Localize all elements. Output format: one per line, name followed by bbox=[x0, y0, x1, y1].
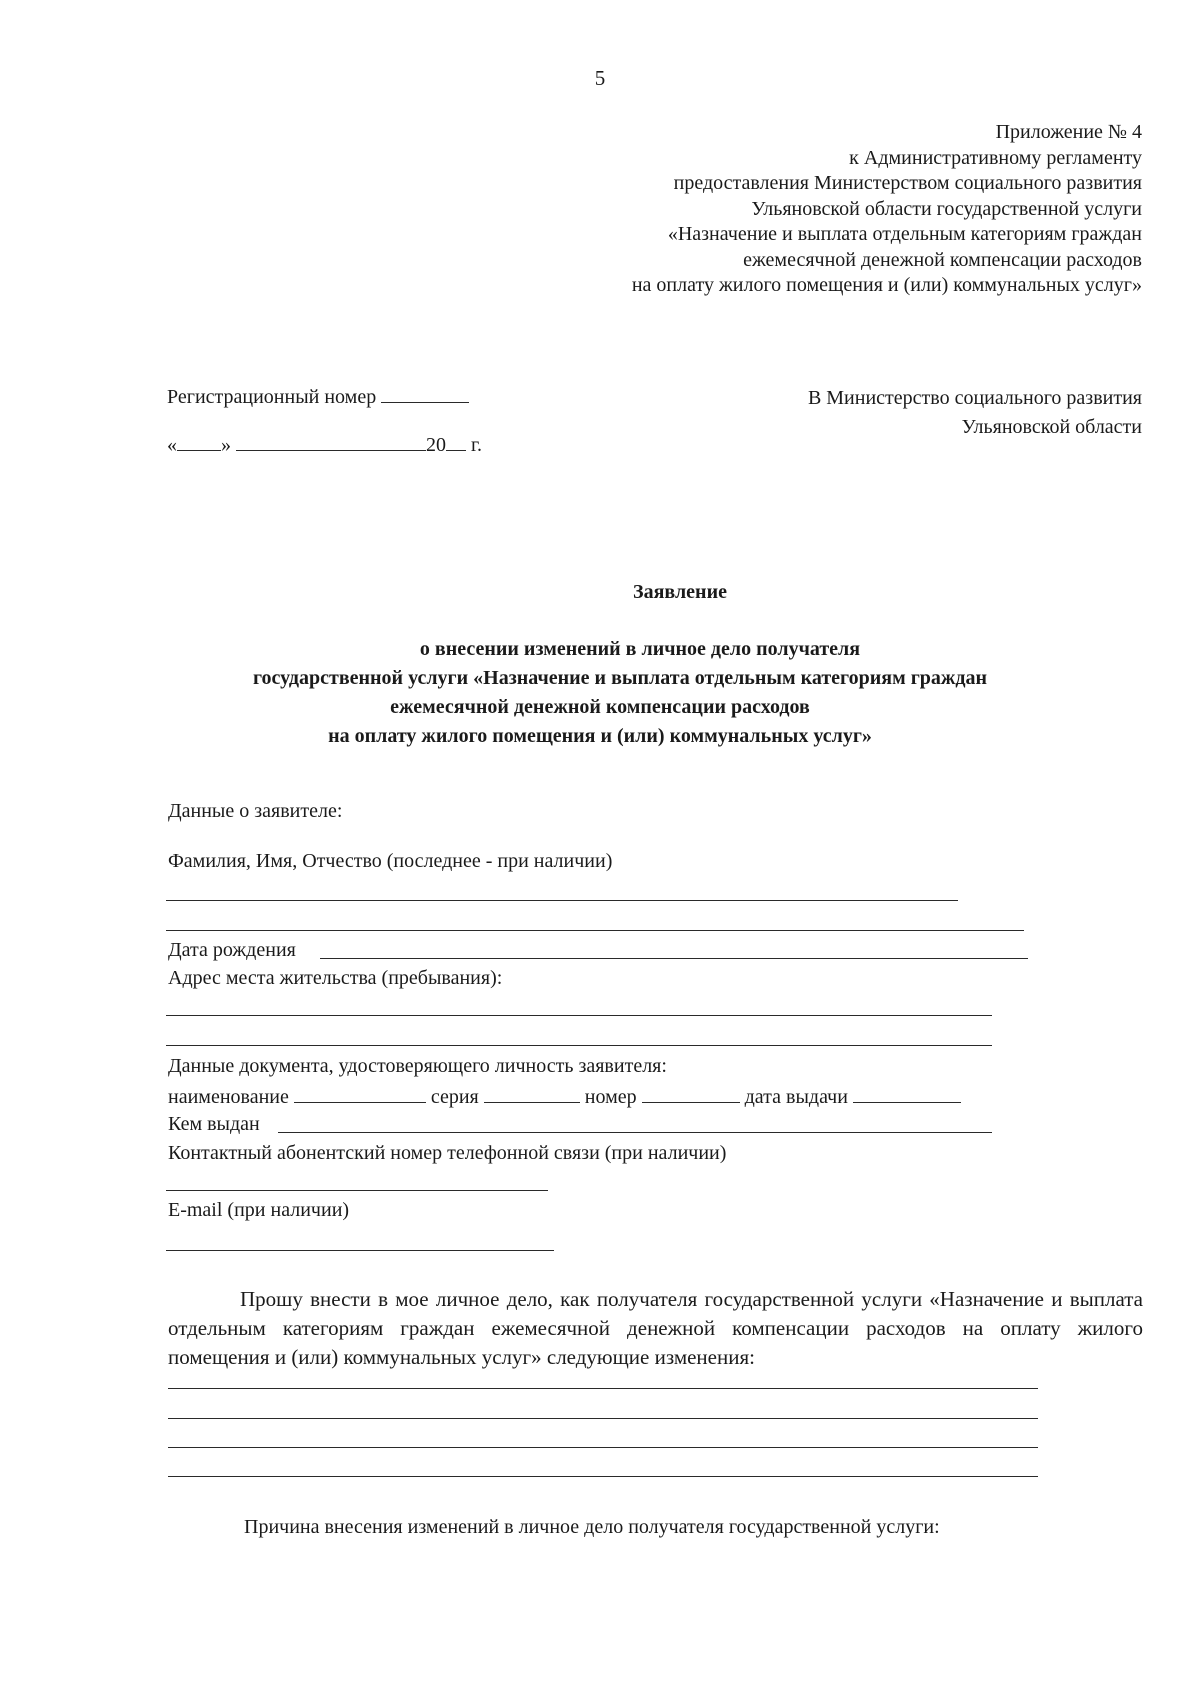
date-year-suffix: г. bbox=[471, 434, 482, 456]
email-field[interactable] bbox=[166, 1250, 554, 1251]
email-label: E-mail (при наличии) bbox=[168, 1199, 350, 1221]
doc-series-label: серия bbox=[430, 1086, 479, 1108]
phone-label: Контактный абонентский номер телефонной связи (при наличии) bbox=[168, 1142, 727, 1164]
date-close-quote: » bbox=[221, 434, 231, 456]
doc-number-label: номер bbox=[584, 1086, 637, 1108]
subtitle-line: государственной услуги «Назначение и выплата отдельным категориям граждан bbox=[252, 667, 988, 689]
document-subtitle bbox=[0, 635, 1200, 751]
birth-date-field[interactable] bbox=[320, 958, 1028, 959]
document-heading: Заявление bbox=[633, 581, 727, 603]
recipient-line: Ульяновской области bbox=[961, 416, 1142, 438]
request-paragraph bbox=[168, 1285, 1143, 1372]
changes-field-4[interactable] bbox=[168, 1476, 1038, 1477]
subtitle-line: о внесении изменений в личное дело получателя bbox=[419, 638, 861, 660]
doc-name-label: наименование bbox=[168, 1086, 289, 1108]
recipient-block bbox=[808, 384, 1142, 442]
registration-number-field[interactable] bbox=[381, 384, 469, 403]
request-text: внести в мое личное дело, как получателя государственной услуги «Назначение и выплата отдельным категориям граждан ежемесячной денежной компенсации расходов на оплату жилого помещения и (или) коммунальных услуг» следующие изменения: bbox=[168, 1287, 1143, 1369]
id-document-label: Данные документа, удостоверяющего личность заявителя: bbox=[168, 1055, 667, 1077]
doc-issue-date-label: дата выдачи bbox=[744, 1086, 848, 1108]
date-open-quote: « bbox=[167, 434, 177, 456]
full-name-label: Фамилия, Имя, Отчество (последнее - при наличии) bbox=[168, 850, 613, 872]
address-field[interactable] bbox=[166, 1015, 992, 1016]
address-label: Адрес места жительства (пребывания): bbox=[168, 967, 503, 989]
changes-field-3[interactable] bbox=[168, 1447, 1038, 1448]
changes-field-2[interactable] bbox=[168, 1418, 1038, 1419]
appendix-line: Приложение № 4 bbox=[995, 121, 1142, 143]
date-month-field[interactable] bbox=[236, 432, 426, 451]
date-day-field[interactable] bbox=[177, 432, 221, 451]
request-first-word: Прошу bbox=[240, 1287, 303, 1311]
appendix-line: Ульяновской области государственной услуги bbox=[751, 197, 1142, 220]
doc-issue-date-field[interactable] bbox=[853, 1084, 961, 1103]
subtitle-line: на оплату жилого помещения и (или) коммунальных услуг» bbox=[328, 725, 872, 747]
id-document-fields bbox=[168, 1084, 961, 1109]
registration-number bbox=[167, 384, 469, 409]
issued-by-label: Кем выдан bbox=[168, 1113, 260, 1135]
appendix-line: предоставления Министерством социального развития bbox=[673, 172, 1142, 194]
registration-date bbox=[167, 432, 482, 457]
date-year-field[interactable] bbox=[446, 432, 466, 451]
appendix-line: к Административному регламенту bbox=[849, 146, 1142, 169]
doc-number-field[interactable] bbox=[642, 1084, 740, 1103]
date-year-prefix: 20 bbox=[426, 434, 446, 456]
subtitle-line: ежемесячной денежной компенсации расходов bbox=[390, 696, 810, 718]
full-name-field-2[interactable] bbox=[166, 930, 1024, 931]
appendix-line: «Назначение и выплата отдельным категориям граждан bbox=[667, 223, 1142, 245]
reason-label: Причина внесения изменений в личное дело получателя государственной услуги: bbox=[244, 1516, 940, 1538]
birth-date-label: Дата рождения bbox=[168, 939, 296, 961]
issued-by-field[interactable] bbox=[278, 1132, 992, 1133]
full-name-field[interactable] bbox=[166, 900, 958, 901]
phone-field[interactable] bbox=[166, 1190, 548, 1191]
appendix-line: ежемесячной денежной компенсации расходов bbox=[743, 248, 1142, 271]
doc-name-field[interactable] bbox=[294, 1084, 426, 1103]
appendix-header bbox=[632, 120, 1142, 299]
applicant-section-label: Данные о заявителе: bbox=[168, 800, 343, 822]
recipient-line: В Министерство социального развития bbox=[807, 387, 1142, 409]
changes-field-1[interactable] bbox=[168, 1388, 1038, 1389]
appendix-line: на оплату жилого помещения и (или) коммунальных услуг» bbox=[631, 274, 1142, 296]
registration-number-label: Регистрационный номер bbox=[167, 386, 377, 408]
page-number: 5 bbox=[594, 66, 606, 90]
doc-series-field[interactable] bbox=[484, 1084, 580, 1103]
address-field-2[interactable] bbox=[166, 1045, 992, 1046]
